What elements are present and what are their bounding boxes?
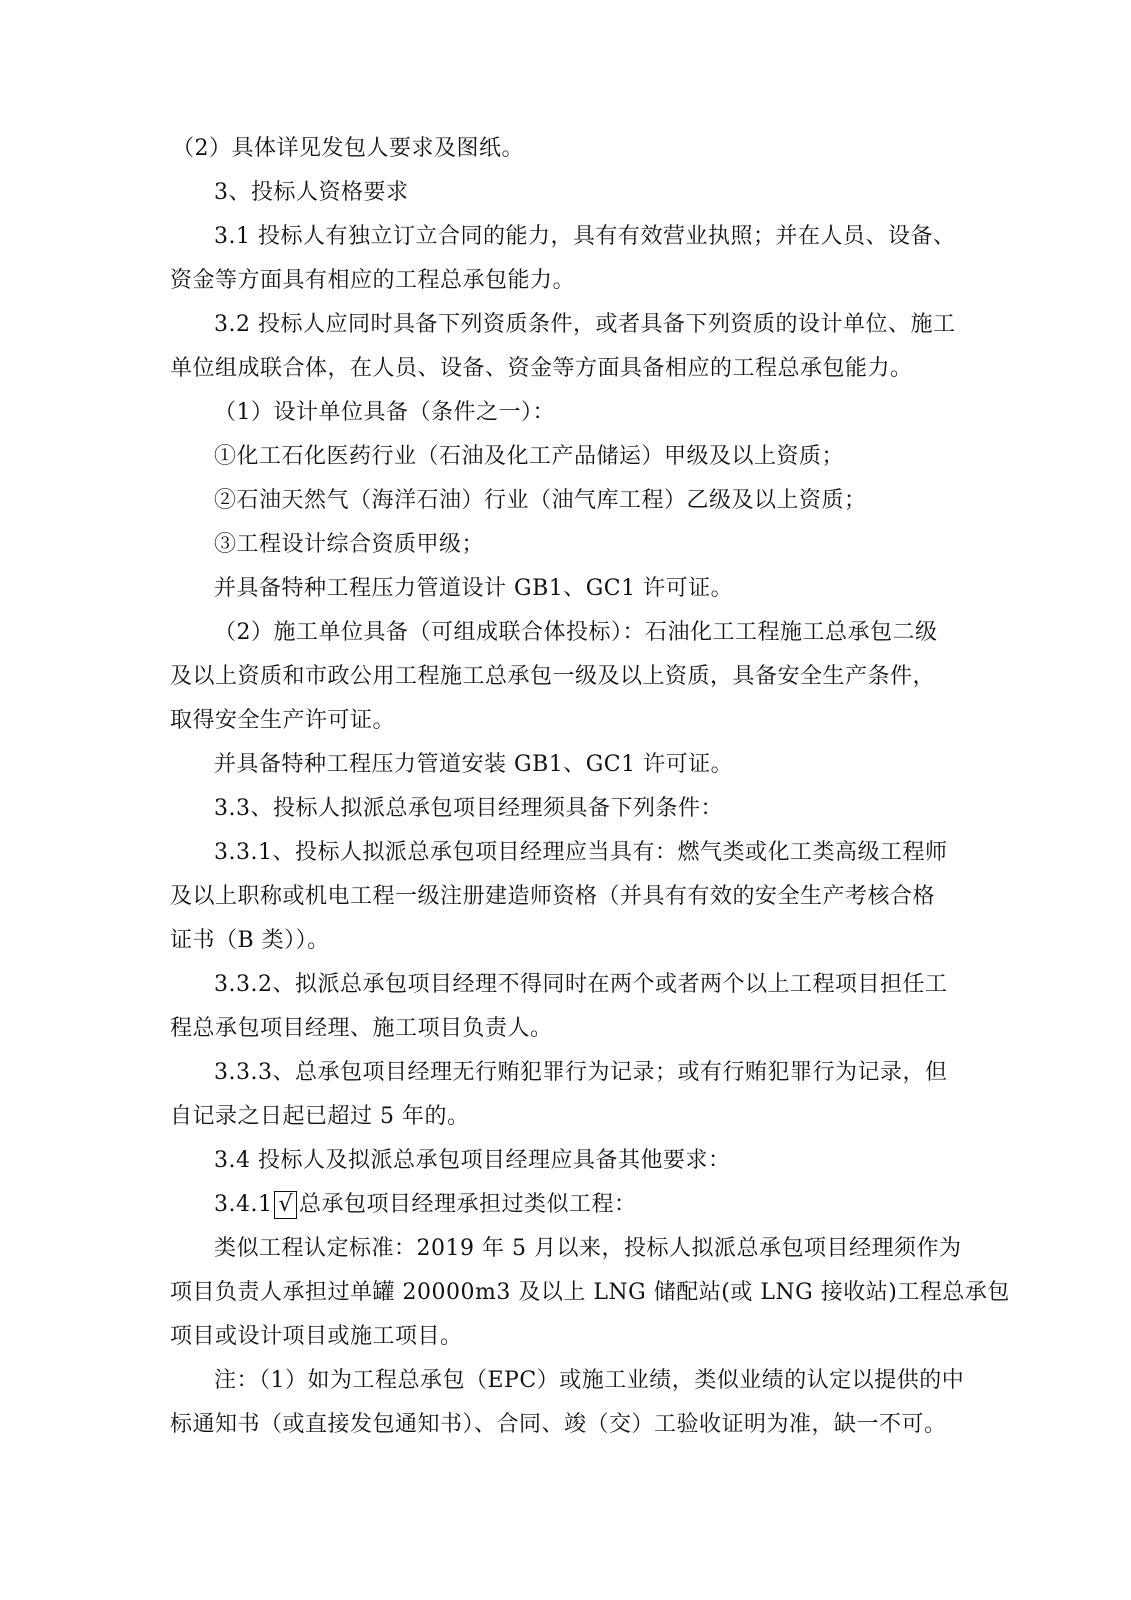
paragraph-line: 3.3、投标人拟派总承包项目经理须具备下列条件：: [214, 796, 723, 821]
paragraph-line: 资金等方面具有相应的工程总承包能力。: [170, 268, 576, 293]
section-heading: 3、投标人资格要求: [214, 180, 409, 205]
list-item: ②石油天然气（海洋石油）行业（油气库工程）乙级及以上资质；: [214, 488, 867, 513]
clause-number: 3.4.1: [214, 1192, 273, 1217]
paragraph-line: 及以上职称或机电工程一级注册建造师资格（并具有有效的安全生产考核合格: [170, 884, 936, 909]
note-line: 标通知书（或直接发包通知书）、合同、竣（交）工验收证明为准，缺一不可。: [170, 1412, 947, 1437]
paragraph-line: 证书（B 类））。: [170, 928, 330, 953]
paragraph-line: 3.3.2、拟派总承包项目经理不得同时在两个或者两个以上工程项目担任工: [214, 972, 948, 997]
list-item: ①化工石化医药行业（石油及化工产品储运）甲级及以上资质；: [214, 444, 845, 469]
note-line: 注：（1）如为工程总承包（EPC）或施工业绩，类似业绩的认定以提供的中: [214, 1368, 965, 1393]
clause-text: 总承包项目经理承担过类似工程：: [299, 1192, 637, 1217]
list-item: ③工程设计综合资质甲级；: [214, 532, 485, 557]
paragraph-line: 3.1 投标人有独立订立合同的能力，具有有效营业执照；并在人员、设备、: [214, 224, 956, 249]
paragraph-line: 项目负责人承担过单罐 20000m3 及以上 LNG 储配站(或 LNG 接收站)工程总承包: [170, 1280, 1010, 1305]
paragraph-line: 3.3.1、投标人拟派总承包项目经理应当具有：燃气类或化工类高级工程师: [214, 840, 948, 865]
paragraph-line: 程总承包项目经理、施工项目负责人。: [170, 1016, 553, 1041]
paragraph-line: （2）施工单位具备（可组成联合体投标）：石油化工工程施工总承包二级: [214, 620, 938, 645]
paragraph-line: （2）具体详见发包人要求及图纸。: [172, 136, 524, 161]
checkmark-box: √: [274, 1191, 297, 1219]
paragraph-line: 项目或设计项目或施工项目。: [170, 1324, 463, 1349]
checkbox-line: [214, 1190, 637, 1220]
paragraph-line: 自记录之日起已超过 5 年的。: [170, 1104, 470, 1129]
paragraph-line: 及以上资质和市政公用工程施工总承包一级及以上资质，具备安全生产条件，: [170, 664, 936, 689]
paragraph-line: 3.4 投标人及拟派总承包项目经理应具备其他要求：: [214, 1148, 731, 1173]
paragraph-line: 并具备特种工程压力管道安装 GB1、GC1 许可证。: [214, 752, 734, 777]
paragraph-line: 3.2 投标人应同时具备下列资质条件，或者具备下列资质的设计单位、施工: [214, 312, 956, 337]
paragraph-line: 3.3.3、总承包项目经理无行贿犯罪行为记录；或有行贿犯罪行为记录，但: [214, 1060, 948, 1085]
paragraph-line: 并具备特种工程压力管道设计 GB1、GC1 许可证。: [214, 576, 734, 601]
paragraph-line: 取得安全生产许可证。: [170, 708, 396, 733]
paragraph-line: （1）设计单位具备（条件之一）：: [214, 400, 555, 425]
paragraph-line: 类似工程认定标准：2019 年 5 月以来，投标人拟派总承包项目经理须作为: [214, 1236, 962, 1261]
paragraph-line: 单位组成联合体，在人员、设备、资金等方面具备相应的工程总承包能力。: [170, 356, 913, 381]
